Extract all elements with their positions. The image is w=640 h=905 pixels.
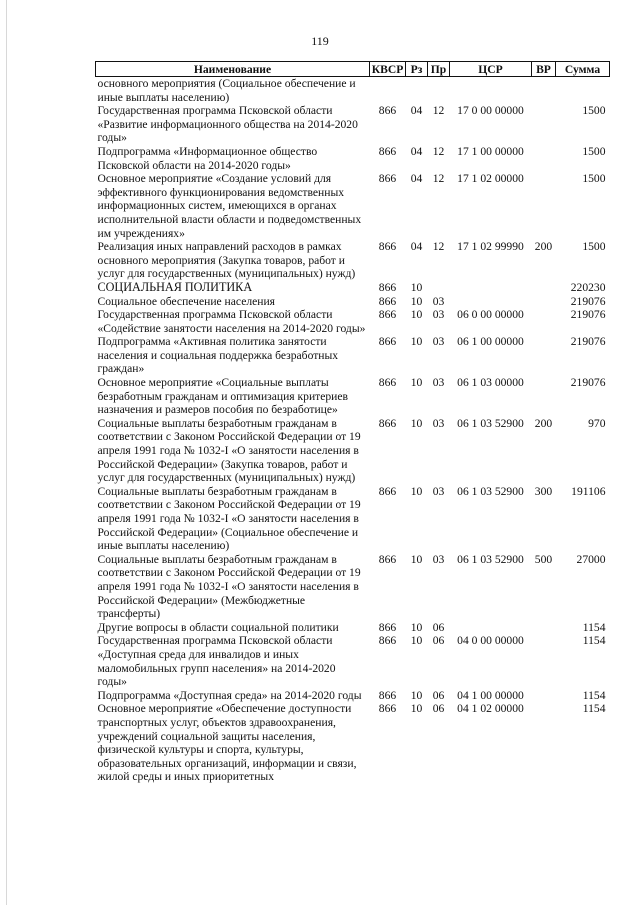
cell-vr: 300 — [534, 484, 553, 498]
cell-rz: 04 — [410, 172, 423, 186]
cell-kvsr: 866 — [378, 688, 397, 702]
cell-vr: 200 — [534, 240, 553, 254]
cell-kvsr: 866 — [378, 702, 397, 716]
cell-pr: 06 — [432, 620, 445, 634]
cell-csr: 17 1 00 00000 — [457, 144, 524, 158]
cell-kvsr: 866 — [378, 416, 397, 430]
table-row — [96, 104, 610, 145]
cell-csr: 04 1 02 00000 — [457, 702, 524, 716]
header-sum: Сумма — [556, 62, 610, 77]
cell-name: Реализация иных направлений расходов в рамках основного мероприятия (Закупка товаров, работ и услуг для государственных (муниципальных) нужд) — [97, 240, 356, 281]
cell-kvsr: 866 — [378, 620, 397, 634]
table-row — [96, 689, 610, 703]
cell-name: Основное мероприятие «Создание условий для эффективного функционирования ведомственных информационных систем, имеющихся в органах исполнительной власти области и подведомственных им учреждениях» — [97, 172, 362, 240]
cell-name: Государственная программа Псковской области «Развитие информационного общества на 2014-2020 годы» — [97, 104, 358, 145]
cell-vr — [532, 104, 556, 145]
cell-pr: 12 — [432, 240, 445, 254]
cell-vr: 200 — [534, 416, 553, 430]
table-header-row — [96, 62, 610, 77]
cell-csr: 06 0 00 00000 — [457, 308, 524, 322]
cell-name: Социальное обеспечение населения — [97, 294, 276, 308]
cell-sum — [556, 77, 610, 105]
cell-vr — [532, 634, 556, 688]
cell-csr: 17 0 00 00000 — [457, 104, 524, 118]
cell-name: Подпрограмма «Доступная среда» на 2014-2020 годы — [97, 688, 362, 702]
cell-sum: 1500 — [582, 104, 606, 118]
cell-pr — [428, 281, 450, 295]
cell-vr — [532, 702, 556, 784]
table-body — [96, 77, 610, 784]
table-row — [96, 485, 610, 553]
cell-pr: 03 — [432, 335, 445, 349]
cell-kvsr: 866 — [378, 552, 397, 566]
cell-csr: 06 1 03 52900 — [457, 416, 524, 430]
cell-pr: 06 — [432, 634, 445, 648]
cell-vr — [532, 295, 556, 309]
cell-sum: 1154 — [582, 634, 606, 648]
cell-pr: 12 — [432, 144, 445, 158]
cell-rz: 10 — [410, 308, 423, 322]
table-row — [96, 553, 610, 621]
cell-sum: 191106 — [571, 484, 606, 498]
cell-sum: 1500 — [582, 172, 606, 186]
page-edge-line — [6, 0, 7, 905]
header-kvsr: КВСР — [370, 62, 406, 77]
table-row — [96, 295, 610, 309]
cell-sum: 219076 — [570, 294, 606, 308]
cell-pr: 03 — [432, 308, 445, 322]
cell-vr — [532, 621, 556, 635]
cell-sum: 1154 — [582, 702, 606, 716]
table-row — [96, 621, 610, 635]
cell-csr: 06 1 03 52900 — [457, 552, 524, 566]
table-row — [96, 417, 610, 485]
header-name: Наименование — [96, 62, 370, 77]
cell-vr — [532, 376, 556, 417]
cell-vr — [532, 689, 556, 703]
header-pr: Пр — [428, 62, 450, 77]
cell-csr: 17 1 02 00000 — [457, 172, 524, 186]
cell-sum: 27000 — [576, 552, 606, 566]
page-number: 119 — [311, 34, 329, 48]
cell-csr: 17 1 02 99990 — [457, 240, 524, 254]
table-row — [96, 308, 610, 335]
table-section-row — [96, 281, 610, 295]
cell-rz: 10 — [410, 335, 423, 349]
cell-pr: 12 — [432, 172, 445, 186]
cell-rz: 10 — [410, 552, 423, 566]
cell-csr: 04 0 00 00000 — [457, 634, 524, 648]
cell-rz: 10 — [410, 484, 423, 498]
cell-name: Другие вопросы в области социальной политики — [97, 620, 339, 634]
table-row — [96, 335, 610, 376]
cell-kvsr — [370, 77, 406, 105]
cell-kvsr: 866 — [378, 240, 397, 254]
cell-csr — [450, 281, 532, 295]
cell-name: Основное мероприятие «Обеспечение доступности транспортных услуг, объектов здравоохранения, учреждений социальной защиты населения, физической культуры и спорта, культуры, образовательных организаций, информации и связи, жилой среды и иных приоритетных — [97, 702, 357, 784]
cell-name: Социальные выплаты безработным гражданам в соответствии с Законом Российской Федерации от 19 апреля 1991 года № 1032-I «О занятости населения в Российской Федерации» (Межбюджетные трансферты) — [97, 552, 361, 621]
cell-sum: 219076 — [570, 308, 606, 322]
cell-name: Социальные выплаты безработным гражданам в соответствии с Законом Российской Федерации от 19 апреля 1991 года № 1032-I «О занятости населения в Российской Федерации» (Социальное обеспечение и иные выплаты населению) — [97, 484, 361, 553]
cell-sum: 970 — [588, 416, 606, 430]
cell-pr: 03 — [432, 294, 445, 308]
cell-kvsr: 866 — [378, 280, 397, 294]
cell-csr: 06 1 00 00000 — [457, 335, 524, 349]
header-csr: ЦСР — [450, 62, 532, 77]
cell-rz: 10 — [410, 280, 423, 294]
cell-pr: 03 — [432, 416, 445, 430]
cell-sum: 1154 — [582, 620, 606, 634]
cell-pr: 06 — [432, 702, 445, 716]
cell-rz: 10 — [410, 416, 423, 430]
header-rz: Рз — [406, 62, 428, 77]
cell-kvsr: 866 — [378, 484, 397, 498]
cell-rz: 10 — [410, 620, 423, 634]
cell-csr — [450, 295, 532, 309]
table-row — [96, 376, 610, 417]
cell-kvsr: 866 — [378, 144, 397, 158]
cell-kvsr: 866 — [378, 634, 397, 648]
cell-name: Подпрограмма «Информационное общество Псковской области на 2014-2020 годы» — [97, 144, 318, 172]
budget-table — [95, 61, 610, 784]
cell-sum: 219076 — [570, 376, 606, 390]
cell-sum: 1154 — [582, 688, 606, 702]
cell-sum: 219076 — [570, 335, 606, 349]
cell-rz: 04 — [410, 144, 423, 158]
cell-name: Государственная программа Псковской области «Содействие занятости населения на 2014-2020 годы» — [97, 308, 366, 335]
cell-sum: 220230 — [570, 280, 606, 294]
cell-kvsr: 866 — [378, 172, 397, 186]
cell-name: СОЦИАЛЬНАЯ ПОЛИТИКА — [97, 279, 253, 294]
table-row — [96, 634, 610, 688]
cell-csr: 06 1 03 52900 — [457, 484, 524, 498]
cell-rz: 10 — [410, 376, 423, 390]
cell-vr — [532, 308, 556, 335]
cell-vr — [532, 145, 556, 172]
cell-vr — [532, 281, 556, 295]
table-row — [96, 77, 610, 105]
table-row — [96, 240, 610, 281]
cell-pr: 06 — [432, 688, 445, 702]
cell-kvsr: 866 — [378, 104, 397, 118]
cell-rz — [406, 77, 428, 105]
cell-sum: 1500 — [582, 144, 606, 158]
cell-pr — [428, 77, 450, 105]
cell-kvsr: 866 — [378, 294, 397, 308]
table-row — [96, 702, 610, 784]
cell-rz: 04 — [410, 104, 423, 118]
cell-vr: 500 — [534, 552, 553, 566]
cell-rz: 10 — [410, 702, 423, 716]
cell-name: Государственная программа Псковской области «Доступная среда для инвалидов и иных маломобильных групп населения» на 2014-2020 годы» — [97, 634, 336, 689]
cell-csr — [450, 77, 532, 105]
cell-rz: 10 — [410, 294, 423, 308]
cell-vr — [532, 77, 556, 105]
cell-pr: 03 — [432, 484, 445, 498]
cell-rz: 10 — [410, 634, 423, 648]
header-vr: ВР — [532, 62, 556, 77]
cell-pr: 03 — [432, 552, 445, 566]
cell-kvsr: 866 — [378, 376, 397, 390]
cell-kvsr: 866 — [378, 308, 397, 322]
cell-csr: 06 1 03 00000 — [457, 376, 524, 390]
cell-kvsr: 866 — [378, 335, 397, 349]
cell-name: Основное мероприятие «Социальные выплаты безработным гражданам и оптимизация критериев назначения и размеров пособия по безработице» — [97, 376, 348, 417]
cell-name: Подпрограмма «Активная политика занятости населения и социальная поддержка безработных граждан» — [97, 335, 339, 376]
cell-csr: 04 1 00 00000 — [457, 688, 524, 702]
cell-pr: 03 — [432, 376, 445, 390]
cell-vr — [532, 172, 556, 240]
cell-sum: 1500 — [582, 240, 606, 254]
cell-rz: 10 — [410, 688, 423, 702]
table-row — [96, 145, 610, 172]
cell-csr — [450, 621, 532, 635]
cell-name: основного мероприятия (Социальное обеспечение и иные выплаты населению) — [97, 77, 356, 104]
cell-pr: 12 — [432, 104, 445, 118]
cell-vr — [532, 335, 556, 376]
cell-rz: 04 — [410, 240, 423, 254]
table-row — [96, 172, 610, 240]
cell-name: Социальные выплаты безработным гражданам в соответствии с Законом Российской Федерации от 19 апреля 1991 года № 1032-I «О занятости населения в Российской Федерации» (Закупка товаров, работ и услуг для государственных (муниципальных) нужд) — [97, 416, 361, 485]
